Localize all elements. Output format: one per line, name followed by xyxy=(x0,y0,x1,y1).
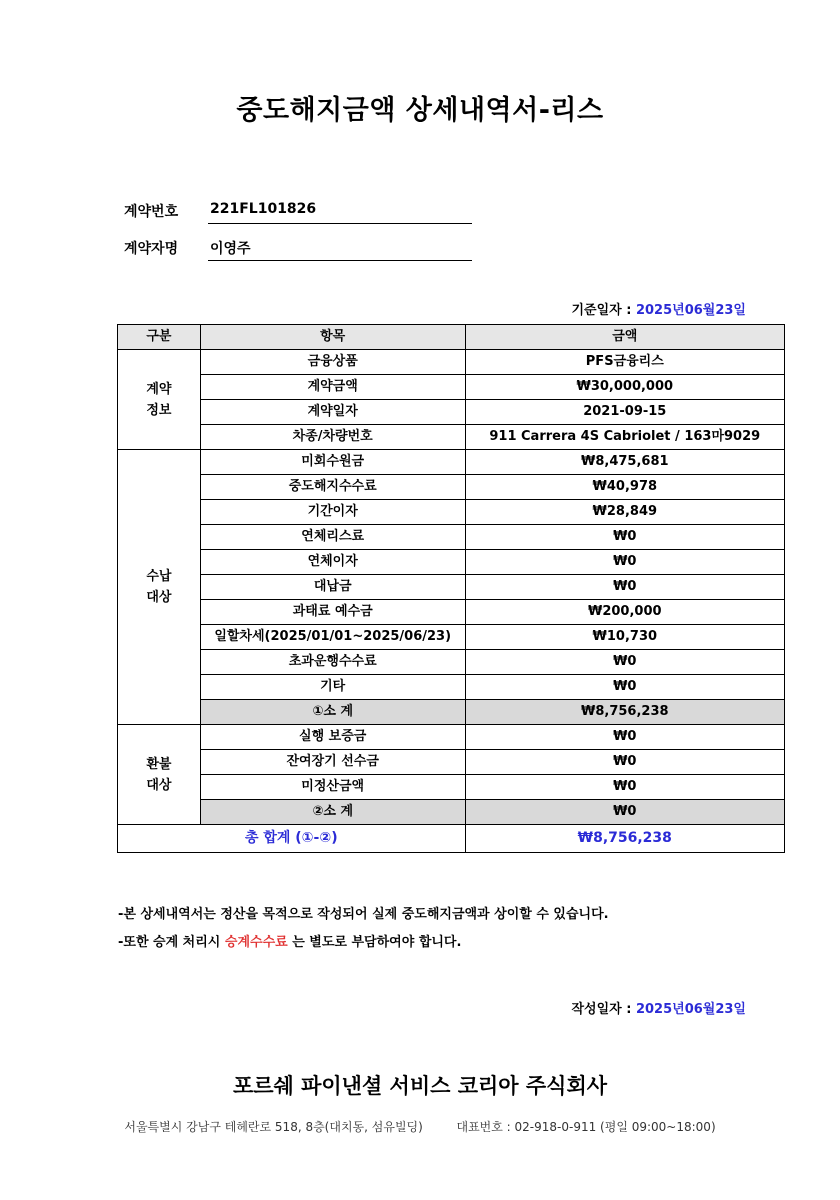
row-item: 미회수원금 xyxy=(200,450,465,475)
row-amount: ₩0 xyxy=(465,575,784,600)
row-item: 기간이자 xyxy=(200,500,465,525)
row-amount: ₩0 xyxy=(465,725,784,750)
row-amount: ₩10,730 xyxy=(465,625,784,650)
contract-number-label: 계약번호 xyxy=(124,204,179,220)
row-item: 계약금액 xyxy=(200,375,465,400)
total-label: 총 합계 (①-②) xyxy=(118,825,466,853)
row-item: 차종/차량번호 xyxy=(200,425,465,450)
table-header-row xyxy=(118,325,785,350)
row-amount: ₩0 xyxy=(465,675,784,700)
table-row xyxy=(118,675,785,700)
row-amount: ₩0 xyxy=(465,525,784,550)
row-item: 금융상품 xyxy=(200,350,465,375)
written-date-value: 2025년06월23일 xyxy=(635,1002,746,1017)
row-amount: ₩0 xyxy=(465,550,784,575)
header-item: 항목 xyxy=(200,325,465,350)
row-item: 일할차세(2025/01/01~2025/06/23) xyxy=(200,625,465,650)
table-row xyxy=(118,650,785,675)
total-row xyxy=(118,825,785,853)
row-amount: PFS금융리스 xyxy=(465,350,784,375)
table-row xyxy=(118,400,785,425)
row-item: 잔여장기 선수금 xyxy=(200,750,465,775)
row-amount: ₩0 xyxy=(465,750,784,775)
table-row xyxy=(118,775,785,800)
row-item: 미정산금액 xyxy=(200,775,465,800)
row-item: 연체리스료 xyxy=(200,525,465,550)
written-date xyxy=(571,998,746,1017)
detail-table xyxy=(117,324,785,853)
reference-date-value: 2025년06월23일 xyxy=(635,303,746,318)
contract-name-value: 이영주 xyxy=(208,238,472,261)
category-line: 정보 xyxy=(146,402,172,418)
row-item: 과태료 예수금 xyxy=(200,600,465,625)
row-item: 연체이자 xyxy=(200,550,465,575)
total-amount: ₩8,756,238 xyxy=(465,825,784,853)
note-line-2-prefix: -또한 승계 처리시 xyxy=(118,935,225,950)
reference-date-label: 기준일자 : xyxy=(571,303,632,318)
table-row xyxy=(118,525,785,550)
category-contract-info xyxy=(118,350,201,450)
note-line-2 xyxy=(118,931,461,950)
table-row xyxy=(118,600,785,625)
row-amount: ₩0 xyxy=(465,650,784,675)
table-row xyxy=(118,475,785,500)
footer-phone: 대표번호 : 02-918-0-911 (평일 09:00~18:00) xyxy=(456,1120,716,1134)
company-name: 포르쉐 파이낸셜 서비스 코리아 주식회사 xyxy=(232,1074,608,1098)
subtotal-label: ②소 계 xyxy=(200,800,465,825)
row-item: 계약일자 xyxy=(200,400,465,425)
category-line: 계약 xyxy=(146,381,172,397)
category-line: 대상 xyxy=(146,590,172,605)
row-amount: ₩40,978 xyxy=(465,475,784,500)
note-line-2-suffix: 는 별도로 부담하여야 합니다. xyxy=(287,935,462,950)
category-line: 수납 xyxy=(146,569,172,584)
row-amount: ₩28,849 xyxy=(465,500,784,525)
category-line: 대상 xyxy=(146,777,172,793)
table-row xyxy=(118,575,785,600)
footer-address: 서울특별시 강남구 테헤란로 518, 8층(대치동, 섬유빌딩) xyxy=(124,1120,423,1134)
row-amount: ₩30,000,000 xyxy=(465,375,784,400)
subtotal-row-payment xyxy=(118,700,785,725)
row-amount: ₩200,000 xyxy=(465,600,784,625)
table-row xyxy=(118,625,785,650)
table-row xyxy=(118,425,785,450)
category-refund xyxy=(118,725,201,825)
header-category: 구분 xyxy=(118,325,201,350)
row-item: 초과운행수수료 xyxy=(200,650,465,675)
table-row xyxy=(118,375,785,400)
row-amount: ₩8,475,681 xyxy=(465,450,784,475)
category-line: 환불 xyxy=(146,756,172,772)
subtotal-amount: ₩0 xyxy=(465,800,784,825)
row-item: 대납금 xyxy=(200,575,465,600)
written-date-label: 작성일자 : xyxy=(571,1002,632,1017)
subtotal-amount: ₩8,756,238 xyxy=(465,700,784,725)
row-amount: 2021-09-15 xyxy=(465,400,784,425)
note-highlight: 승계수수료 xyxy=(224,935,288,950)
subtotal-label: ①소 계 xyxy=(200,700,465,725)
subtotal-row-refund xyxy=(118,800,785,825)
row-item: 실행 보증금 xyxy=(200,725,465,750)
contract-number-value: 221FL101826 xyxy=(208,201,472,224)
row-amount: 911 Carrera 4S Cabriolet / 163마9029 xyxy=(465,425,784,450)
document-title: 중도해지금액 상세내역서-리스 xyxy=(236,95,604,126)
table-row xyxy=(118,750,785,775)
note-line-1: -본 상세내역서는 정산을 목적으로 작성되어 실제 중도해지금액과 상이할 수 있습니다. xyxy=(118,907,609,922)
reference-date xyxy=(571,299,746,318)
footer xyxy=(0,1118,840,1135)
table-row xyxy=(118,725,785,750)
row-item: 기타 xyxy=(200,675,465,700)
table-row xyxy=(118,350,785,375)
row-item: 중도해지수수료 xyxy=(200,475,465,500)
table-row xyxy=(118,450,785,475)
table-row xyxy=(118,500,785,525)
contract-name-label: 계약자명 xyxy=(124,241,179,257)
category-payment xyxy=(118,450,201,725)
header-amount: 금액 xyxy=(465,325,784,350)
table-row xyxy=(118,550,785,575)
row-amount: ₩0 xyxy=(465,775,784,800)
